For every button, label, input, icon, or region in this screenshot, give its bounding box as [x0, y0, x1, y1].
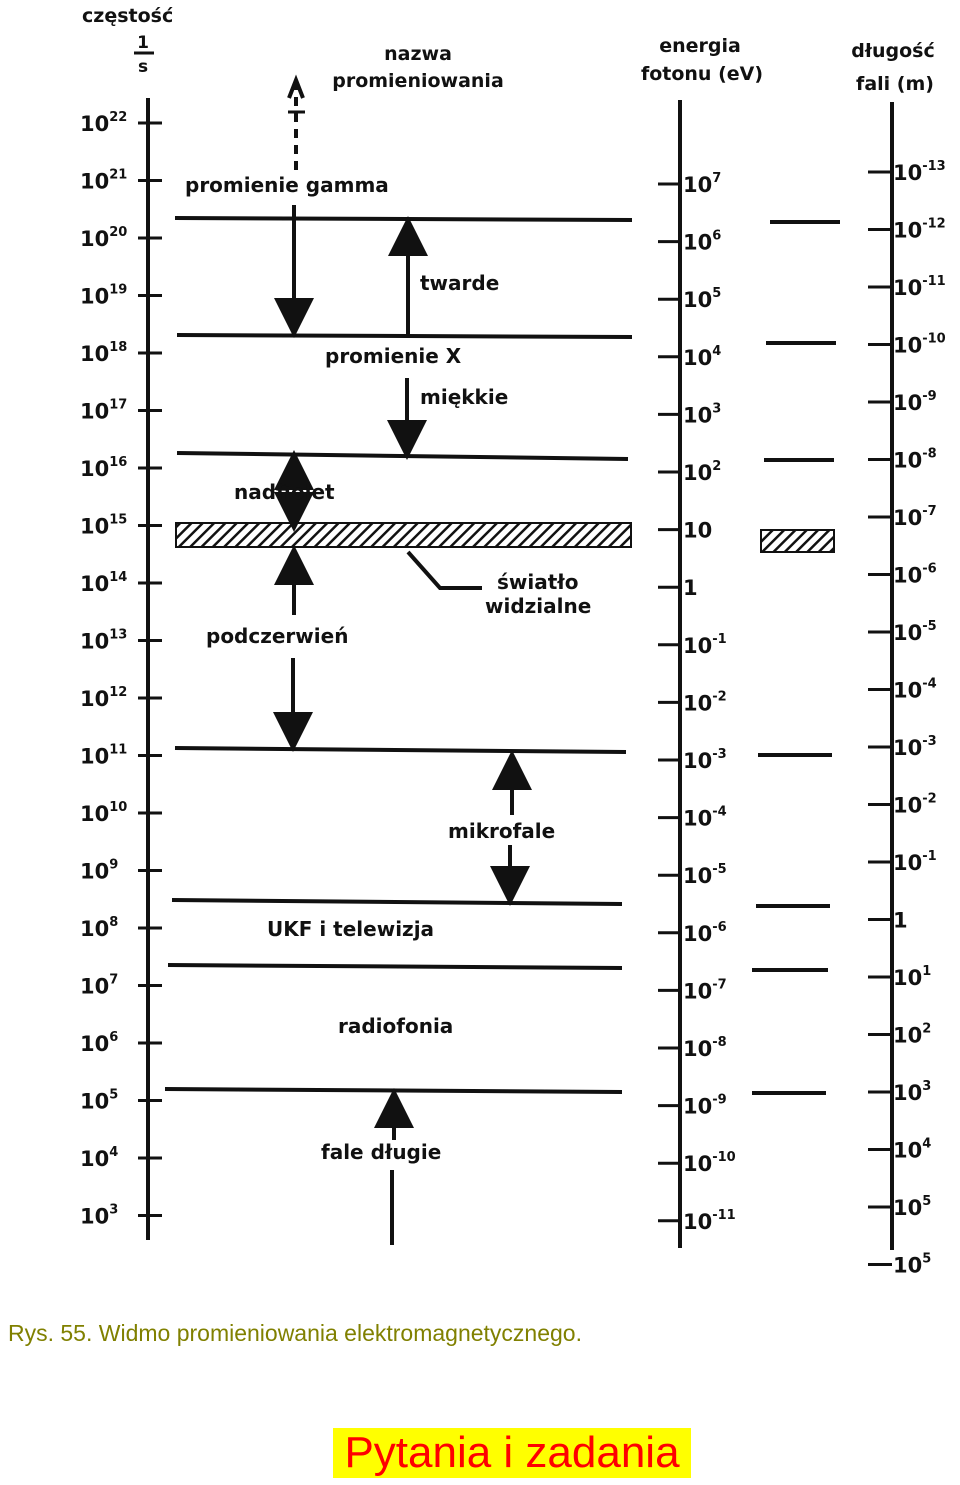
boundary-infrared-microwave: [175, 748, 626, 752]
energy-scale: [658, 171, 736, 1234]
wavelength-scale-label: $10^3$: [893, 1079, 932, 1105]
boundary-radio-longwave: [165, 1089, 622, 1092]
frequency-scale-label: $10^{14}$: [80, 570, 128, 596]
wavelength-scale-label: $10^{-9}$: [893, 389, 937, 415]
energy-scale-label: $10^3$: [683, 401, 722, 428]
label-xray: promienie X: [325, 344, 462, 368]
header-wavelength-line1: długość: [851, 40, 935, 62]
frequency-scale-label: $10^{18}$: [80, 340, 128, 366]
frequency-scale-label: $10^{19}$: [80, 282, 128, 309]
energy-scale-label: $10^7$: [683, 171, 722, 197]
header-name-line2: promieniowania: [332, 70, 504, 92]
boundary-xray-uv: [177, 453, 628, 459]
boundary-gamma-xray: [175, 218, 632, 220]
wavelength-scale-label: $10^{-3}$: [893, 734, 937, 760]
energy-scale-label: $10^{-8}$: [683, 1035, 727, 1061]
boundary-ukf-radio: [168, 965, 622, 968]
frequency-scale-label: $10^{11}$: [80, 742, 128, 769]
wavelength-scale-label: $10^{-7}$: [893, 504, 937, 530]
wavelength-scale-label: $10^{-11}$: [893, 274, 946, 300]
frequency-scale-label: $10^{20}$: [80, 225, 128, 251]
frequency-scale-label: $10^{10}$: [80, 800, 128, 826]
frequency-scale-label: $10^{13}$: [80, 627, 128, 654]
wavelength-scale-label: $10^4$: [893, 1136, 932, 1163]
label-visible-line1: światło: [497, 570, 579, 594]
frequency-scale-label: $10^8$: [80, 915, 119, 941]
wavelength-scale-label: $10^{-4}$: [893, 676, 937, 703]
boundary-microwave-ukf: [172, 900, 622, 904]
header-energy-line2: fotonu (eV): [640, 63, 764, 85]
figure-caption: Rys. 55. Widmo promieniowania elektromagnetycznego.: [8, 1320, 582, 1346]
label-ukf: UKF i telewizja: [267, 917, 435, 941]
header-frequency-unit-denominator: s: [137, 57, 149, 77]
wavelength-scale-label: 1: [893, 908, 908, 933]
label-infrared: podczerwień: [206, 624, 349, 648]
energy-scale-label: $10^2$: [683, 459, 722, 485]
energy-scale-label: 1: [683, 576, 698, 601]
wavelength-scale-label: $10^{-5}$: [893, 619, 937, 645]
label-gamma: promienie gamma: [185, 173, 389, 197]
wavelength-scale-label: $10^{-6}$: [893, 561, 937, 588]
wavelength-scale-label: $10^{-10}$: [893, 331, 946, 358]
frequency-scale-label: $10^4$: [80, 1145, 119, 1171]
header-frequency: częstość: [82, 5, 174, 27]
energy-scale-label: $10^{-4}$: [683, 804, 727, 831]
wavelength-scale-label: $10^{-12}$: [893, 216, 946, 243]
header-energy-line1: energia: [659, 35, 741, 57]
label-uv: nadfiolet: [234, 480, 335, 504]
header-frequency-unit-numerator: 1: [137, 33, 149, 53]
energy-scale-label: $10^{-1}$: [683, 631, 727, 658]
frequency-scale-label: $10^{17}$: [80, 397, 128, 424]
label-longwave: fale długie: [321, 1140, 442, 1164]
wavelength-scale-label: $10^5$: [893, 1194, 932, 1220]
wavelength-scale: [868, 159, 946, 1278]
label-microwave: mikrofale: [448, 819, 556, 843]
wavelength-scale-label: $10^2$: [893, 1021, 932, 1048]
energy-scale-label: $10^6$: [683, 228, 722, 255]
section-title: Pytania i zadania: [333, 1428, 691, 1478]
frequency-scale-label: $10^6$: [80, 1030, 119, 1056]
visible-band-hatched: [176, 523, 631, 547]
energy-scale-label: $10^4$: [683, 343, 722, 370]
frequency-scale-label: $10^3$: [80, 1202, 119, 1229]
wavelength-scale-label: $10^{-1}$: [893, 849, 937, 875]
energy-scale-label: $10^{-6}$: [683, 919, 727, 946]
frequency-scale-label: $10^{15}$: [80, 512, 128, 539]
frequency-scale-label: $10^{21}$: [80, 167, 128, 194]
wavelength-scale-label: $10^1$: [893, 964, 932, 990]
frequency-scale-label: $10^{16}$: [80, 455, 128, 481]
energy-scale-label: $10^{-3}$: [683, 747, 727, 773]
energy-scale-label: $10^{-9}$: [683, 1092, 727, 1119]
frequency-scale-label: $10^5$: [80, 1087, 119, 1114]
boundary-xray-hard-soft: [177, 335, 632, 337]
mark-visible-hatched: [761, 530, 834, 552]
label-radio: radiofonia: [338, 1014, 454, 1038]
frequency-scale-label: $10^{22}$: [80, 110, 128, 136]
wavelength-scale-label: $10^5$: [893, 1251, 932, 1278]
energy-scale-label: $10^{-11}$: [683, 1207, 736, 1234]
wavelength-scale-label: $10^{-8}$: [893, 446, 937, 473]
wavelength-scale-label: $10^{-2}$: [893, 791, 937, 818]
label-hard: twarde: [420, 271, 500, 295]
energy-scale-label: $10^5$: [683, 286, 722, 313]
energy-scale-label: $10^{-2}$: [683, 689, 727, 716]
energy-scale-label: $10^{-7}$: [683, 977, 727, 1004]
label-visible-line2: widzialne: [485, 594, 592, 618]
header-wavelength-line2: fali (m): [856, 73, 934, 95]
energy-scale-label: $10^{-5}$: [683, 862, 727, 889]
visible-leader-line: [408, 552, 482, 588]
label-soft: miękkie: [420, 385, 509, 409]
header-name-line1: nazwa: [384, 43, 452, 65]
frequency-scale-label: $10^{12}$: [80, 685, 128, 711]
frequency-scale-label: $10^7$: [80, 972, 119, 999]
energy-scale-label: 10: [683, 518, 713, 543]
energy-scale-label: $10^{-10}$: [683, 1150, 736, 1177]
wavelength-scale-label: $10^{-13}$: [893, 159, 946, 185]
frequency-scale-label: $10^9$: [80, 857, 119, 884]
